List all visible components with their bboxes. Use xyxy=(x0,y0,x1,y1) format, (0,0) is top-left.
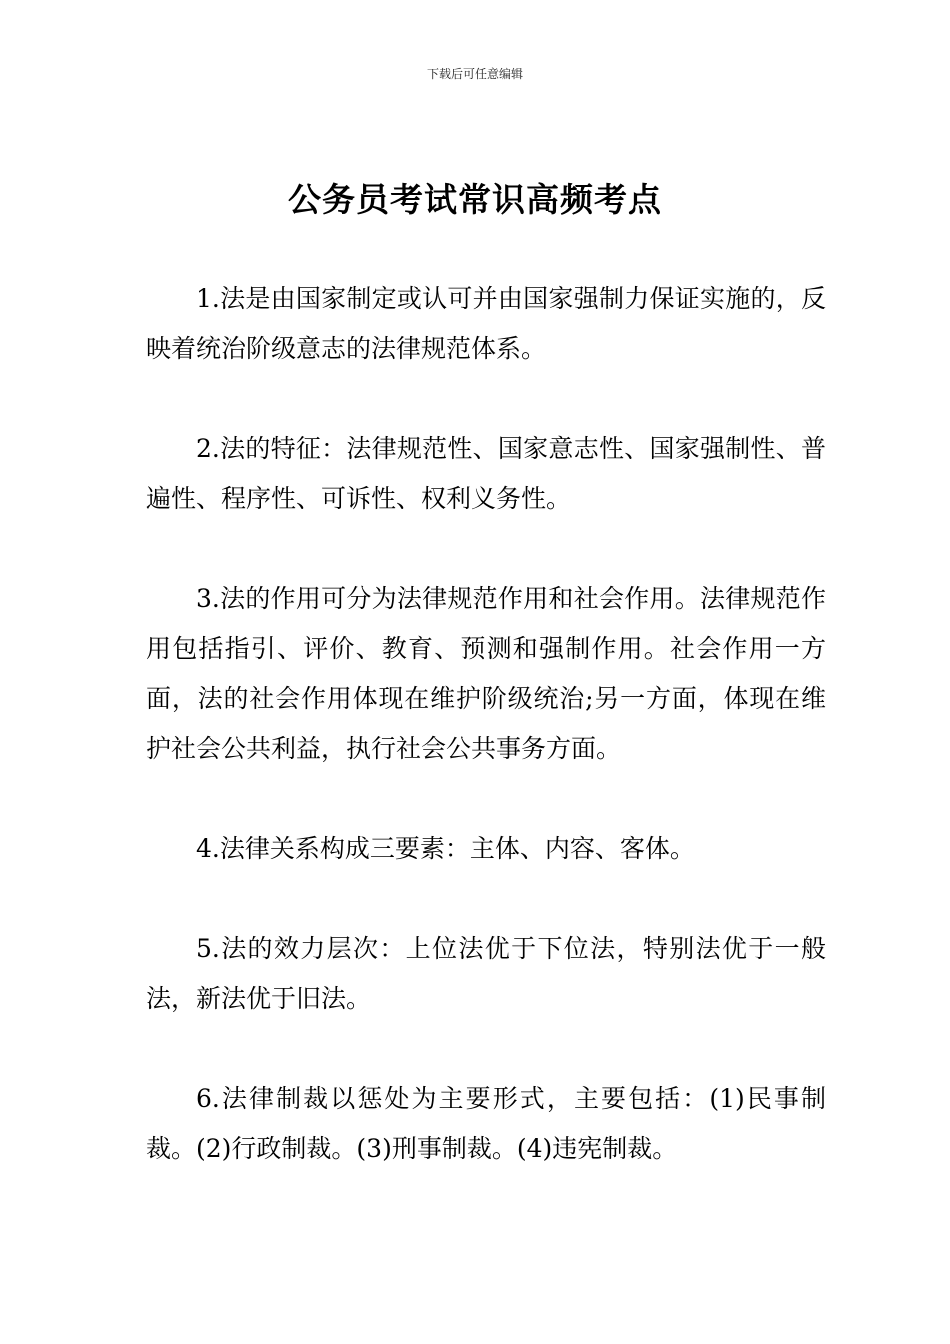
paragraph-5: 5.法的效力层次：上位法优于下位法，特别法优于一般法，新法优于旧法。 xyxy=(146,934,826,1013)
document-body xyxy=(146,274,826,1224)
document-title: 公务员考试常识高频考点 xyxy=(288,180,662,219)
paragraph-4: 4.法律关系构成三要素：主体、内容、客体。 xyxy=(196,834,695,863)
paragraph-6: 6.法律制裁以惩处为主要形式，主要包括：(1)民事制裁。(2)行政制裁。(3)刑事制裁。(4)违宪制裁。 xyxy=(146,1084,826,1163)
paragraph-3: 3.法的作用可分为法律规范作用和社会作用。法律规范作用包括指引、评价、教育、预测和强制作用。社会作用一方面，法的社会作用体现在维护阶级统治;另一方面，体现在维护社会公共利益，执行社会公共事务方面。 xyxy=(146,584,826,763)
paragraph-1: 1.法是由国家制定或认可并由国家强制力保证实施的，反映着统治阶级意志的法律规范体系。 xyxy=(146,284,826,363)
paragraph-2: 2.法的特征：法律规范性、国家意志性、国家强制性、普遍性、程序性、可诉性、权利义务性。 xyxy=(146,434,826,513)
header-note: 下载后可任意编辑 xyxy=(426,67,523,81)
